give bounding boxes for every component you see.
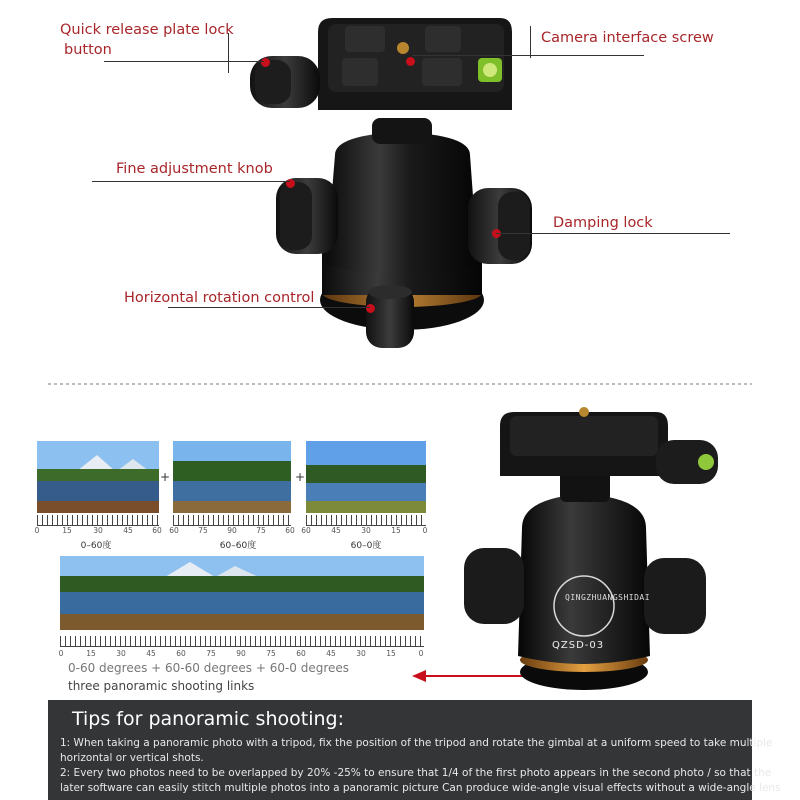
tips-line: 2: Every two photos need to be overlapped by 20% -25% to ensure that 1/4 of the first photo appears in the second photo / so that the [60, 767, 772, 779]
ruler-2-tick: 90 [227, 526, 237, 535]
long-ruler-tick: 30 [116, 649, 126, 658]
caption-segment-1: 0–60度 [80, 541, 112, 551]
label-camera-screw: Camera interface screw [541, 30, 714, 46]
ball-body [326, 132, 478, 275]
ruler-1-tick: 0 [34, 526, 40, 535]
leader-damping-lock [496, 233, 730, 234]
ruler-3 [306, 515, 426, 526]
ruler-1 [37, 515, 159, 526]
tips-line: later software can easily stitch multiple photos into a panoramic picture Can produce wide-angle visual effects without a wide-angle lens [60, 782, 781, 794]
long-ruler-tick: 15 [386, 649, 396, 658]
ball-head-diagram [0, 0, 800, 380]
label-damping-lock: Damping lock [553, 215, 653, 231]
ruler-1-tick: 30 [93, 526, 103, 535]
long-ruler-tick: 75 [206, 649, 216, 658]
ruler-3-tick: 60 [301, 526, 311, 535]
ruler-2 [173, 515, 291, 526]
long-ruler-tick: 15 [86, 649, 96, 658]
tips-line: 1: When taking a panoramic photo with a tripod, fix the position of the tripod and rotate the gimbal at a uniform speed to take multiple [60, 737, 773, 749]
panorama-photo-1 [37, 441, 159, 513]
panorama-photo-3 [306, 441, 426, 513]
model-label: QZSD-03 [552, 640, 605, 651]
long-ruler-tick: 60 [176, 649, 186, 658]
leader-camera-screw [412, 55, 644, 56]
tips-panel [48, 700, 781, 800]
long-ruler-tick: 0 [418, 649, 424, 658]
long-ruler-tick: 75 [266, 649, 276, 658]
long-ruler-tick: 30 [356, 649, 366, 658]
ruler-3-tick: 30 [361, 526, 371, 535]
caption-segment-3: 60–0度 [350, 541, 382, 551]
long-ruler-tick: 90 [236, 649, 246, 658]
marker-horizontal-rotation [366, 304, 375, 313]
panorama-photo-2 [173, 441, 291, 513]
stitched-panorama [60, 556, 424, 630]
ruler-2-tick: 60 [285, 526, 295, 535]
ruler-1-tick: 60 [152, 526, 162, 535]
tips-line: horizontal or vertical shots. [60, 752, 204, 764]
section-divider [48, 383, 752, 385]
label-fine-adjust: Fine adjustment knob [116, 161, 273, 177]
leader-fine-adjust [92, 181, 290, 182]
label-quick-release: Quick release plate lock [60, 22, 234, 38]
ruler-1-tick: 15 [62, 526, 72, 535]
long-ruler-tick: 45 [326, 649, 336, 658]
ruler-2-tick: 75 [256, 526, 266, 535]
ruler-3-tick: 45 [331, 526, 341, 535]
panorama-summary-2: three panoramic shooting links [68, 679, 255, 693]
ruler-long [60, 636, 424, 647]
marker-quick-release [261, 58, 270, 67]
long-ruler-tick: 45 [146, 649, 156, 658]
caption-segment-2: 60–60度 [219, 541, 257, 551]
camera-screw [397, 42, 409, 54]
ruler-2-tick: 75 [198, 526, 208, 535]
ruler-1-tick: 45 [123, 526, 133, 535]
tips-title: Tips for panoramic shooting: [72, 708, 344, 730]
plus-sign-2: + [295, 470, 306, 484]
product-photo [460, 398, 730, 698]
ruler-3-tick: 15 [391, 526, 401, 535]
long-ruler-tick: 0 [58, 649, 64, 658]
label-horizontal-rotation: Horizontal rotation control [124, 290, 315, 306]
panorama-summary: 0-60 degrees + 60-60 degrees + 60-0 degrees [68, 661, 350, 675]
leader-quick-release [104, 61, 264, 62]
brand-ring-text: QINGZHUANGSHIDAI [565, 593, 651, 602]
ruler-2-tick: 60 [169, 526, 179, 535]
plus-sign-1: + [160, 470, 171, 484]
long-ruler-tick: 60 [296, 649, 306, 658]
ruler-3-tick: 0 [422, 526, 428, 535]
leader-horizontal-rotation [168, 307, 370, 308]
label-quick-release-2: button [64, 42, 112, 58]
marker-camera-screw [406, 57, 415, 66]
